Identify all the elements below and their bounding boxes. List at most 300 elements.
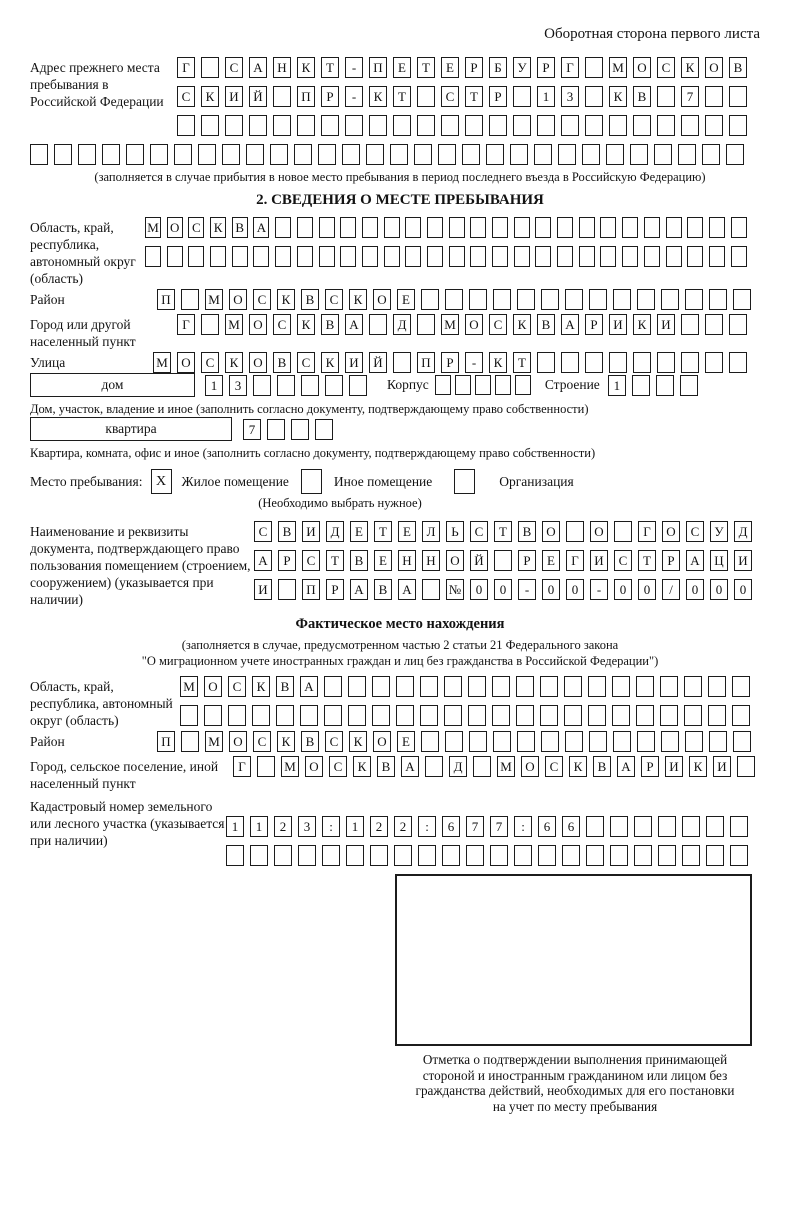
char-box[interactable] [634, 816, 652, 837]
char-box[interactable]: В [633, 86, 651, 107]
char-box[interactable]: А [300, 676, 318, 697]
char-box[interactable] [609, 115, 627, 136]
char-box[interactable]: Д [734, 521, 752, 542]
char-box[interactable]: У [710, 521, 728, 542]
char-box[interactable] [489, 115, 507, 136]
char-box[interactable]: С [228, 676, 246, 697]
char-box[interactable]: Б [489, 57, 507, 78]
char-box[interactable]: Т [393, 86, 411, 107]
char-box[interactable]: О [373, 289, 391, 310]
char-box[interactable] [515, 375, 531, 395]
char-box[interactable] [468, 705, 486, 726]
char-box[interactable] [384, 217, 400, 238]
char-box[interactable]: Е [374, 550, 392, 571]
char-box[interactable]: С [441, 86, 459, 107]
char-box[interactable]: 0 [566, 579, 584, 600]
char-box[interactable]: Й [249, 86, 267, 107]
char-box[interactable] [362, 217, 378, 238]
char-box[interactable] [702, 144, 720, 165]
char-box[interactable] [633, 115, 651, 136]
char-box[interactable]: 6 [538, 816, 556, 837]
char-box[interactable]: В [276, 676, 294, 697]
char-box[interactable]: Т [321, 57, 339, 78]
char-box[interactable] [705, 86, 723, 107]
char-box[interactable]: А [350, 579, 368, 600]
char-box[interactable]: К [569, 756, 587, 777]
char-box[interactable]: И [225, 86, 243, 107]
char-box[interactable]: П [157, 731, 175, 752]
char-box[interactable] [325, 375, 343, 396]
char-box[interactable] [492, 705, 510, 726]
char-box[interactable]: 7 [681, 86, 699, 107]
char-box[interactable] [636, 705, 654, 726]
char-box[interactable]: М [281, 756, 299, 777]
char-box[interactable] [372, 705, 390, 726]
char-box[interactable] [731, 217, 747, 238]
char-box[interactable] [657, 352, 675, 373]
other-premises-checkbox[interactable] [301, 469, 322, 494]
char-box[interactable]: С [302, 550, 320, 571]
char-box[interactable] [680, 375, 698, 396]
char-box[interactable]: № [446, 579, 464, 600]
char-box[interactable] [612, 705, 630, 726]
char-box[interactable]: П [302, 579, 320, 600]
char-box[interactable]: О [229, 731, 247, 752]
char-box[interactable] [687, 246, 703, 267]
char-box[interactable] [418, 845, 436, 866]
char-box[interactable]: И [734, 550, 752, 571]
char-box[interactable] [561, 115, 579, 136]
char-box[interactable] [705, 352, 723, 373]
char-box[interactable] [298, 845, 316, 866]
char-box[interactable]: И [609, 314, 627, 335]
char-box[interactable]: Г [566, 550, 584, 571]
char-box[interactable] [421, 289, 439, 310]
char-box[interactable] [297, 115, 315, 136]
char-box[interactable]: 7 [490, 816, 508, 837]
char-box[interactable]: А [617, 756, 635, 777]
char-box[interactable] [405, 246, 421, 267]
char-box[interactable] [726, 144, 744, 165]
char-box[interactable] [362, 246, 378, 267]
char-box[interactable] [708, 676, 726, 697]
char-box[interactable] [425, 756, 443, 777]
char-box[interactable] [513, 115, 531, 136]
char-box[interactable] [637, 289, 655, 310]
char-box[interactable]: О [373, 731, 391, 752]
char-box[interactable]: Е [350, 521, 368, 542]
char-box[interactable]: Й [470, 550, 488, 571]
char-box[interactable]: С [329, 756, 347, 777]
char-box[interactable] [586, 845, 604, 866]
char-box[interactable]: К [210, 217, 226, 238]
char-box[interactable]: О [662, 521, 680, 542]
char-box[interactable] [421, 731, 439, 752]
char-box[interactable] [102, 144, 120, 165]
char-box[interactable]: И [657, 314, 675, 335]
char-box[interactable]: О [167, 217, 183, 238]
char-box[interactable]: К [297, 314, 315, 335]
char-box[interactable]: О [521, 756, 539, 777]
char-box[interactable] [705, 115, 723, 136]
char-box[interactable]: : [322, 816, 340, 837]
char-box[interactable]: 1 [537, 86, 555, 107]
char-box[interactable]: А [249, 57, 267, 78]
char-box[interactable]: И [713, 756, 731, 777]
char-box[interactable] [257, 756, 275, 777]
char-box[interactable] [396, 705, 414, 726]
char-box[interactable] [656, 375, 674, 396]
char-box[interactable] [275, 217, 291, 238]
char-box[interactable] [558, 144, 576, 165]
char-box[interactable]: М [205, 289, 223, 310]
char-box[interactable] [273, 115, 291, 136]
char-box[interactable]: П [157, 289, 175, 310]
char-box[interactable] [705, 314, 723, 335]
char-box[interactable] [600, 246, 616, 267]
char-box[interactable] [517, 731, 535, 752]
char-box[interactable]: 0 [734, 579, 752, 600]
char-box[interactable] [222, 144, 240, 165]
char-box[interactable]: Т [513, 352, 531, 373]
char-box[interactable] [687, 217, 703, 238]
char-box[interactable] [441, 115, 459, 136]
char-box[interactable] [614, 521, 632, 542]
char-box[interactable] [420, 705, 438, 726]
char-box[interactable] [589, 289, 607, 310]
char-box[interactable] [606, 144, 624, 165]
char-box[interactable]: 7 [243, 419, 261, 440]
char-box[interactable] [537, 115, 555, 136]
char-box[interactable] [297, 217, 313, 238]
char-box[interactable] [291, 419, 309, 440]
char-box[interactable] [682, 816, 700, 837]
char-box[interactable]: С [177, 86, 195, 107]
char-box[interactable]: К [633, 314, 651, 335]
char-box[interactable]: М [225, 314, 243, 335]
char-box[interactable]: О [249, 314, 267, 335]
char-box[interactable]: Н [398, 550, 416, 571]
char-box[interactable] [342, 144, 360, 165]
char-box[interactable] [228, 705, 246, 726]
char-box[interactable]: Т [374, 521, 392, 542]
char-box[interactable] [565, 289, 583, 310]
char-box[interactable]: К [277, 731, 295, 752]
char-box[interactable] [658, 816, 676, 837]
char-box[interactable]: Е [398, 521, 416, 542]
char-box[interactable]: Г [638, 521, 656, 542]
char-box[interactable] [396, 676, 414, 697]
char-box[interactable]: В [350, 550, 368, 571]
char-box[interactable]: - [518, 579, 536, 600]
char-box[interactable] [589, 731, 607, 752]
char-box[interactable] [566, 521, 584, 542]
char-box[interactable]: Р [518, 550, 536, 571]
char-box[interactable]: В [729, 57, 747, 78]
char-box[interactable] [204, 705, 222, 726]
char-box[interactable] [249, 115, 267, 136]
char-box[interactable]: К [297, 57, 315, 78]
char-box[interactable]: К [225, 352, 243, 373]
char-box[interactable]: А [254, 550, 272, 571]
char-box[interactable]: О [249, 352, 267, 373]
char-box[interactable]: Ц [710, 550, 728, 571]
char-box[interactable] [465, 115, 483, 136]
char-box[interactable] [492, 217, 508, 238]
char-box[interactable]: К [609, 86, 627, 107]
char-box[interactable] [564, 705, 582, 726]
char-box[interactable] [586, 816, 604, 837]
char-box[interactable] [729, 115, 747, 136]
char-box[interactable] [78, 144, 96, 165]
char-box[interactable] [636, 676, 654, 697]
char-box[interactable]: В [518, 521, 536, 542]
char-box[interactable] [540, 705, 558, 726]
char-box[interactable] [126, 144, 144, 165]
char-box[interactable] [585, 352, 603, 373]
char-box[interactable] [733, 731, 751, 752]
char-box[interactable]: 2 [394, 816, 412, 837]
char-box[interactable]: Д [326, 521, 344, 542]
char-box[interactable] [685, 731, 703, 752]
char-box[interactable] [708, 705, 726, 726]
organization-checkbox[interactable] [454, 469, 475, 494]
char-box[interactable] [541, 731, 559, 752]
char-box[interactable]: К [689, 756, 707, 777]
char-box[interactable]: Т [638, 550, 656, 571]
char-box[interactable]: П [297, 86, 315, 107]
char-box[interactable]: К [369, 86, 387, 107]
char-box[interactable]: А [398, 579, 416, 600]
char-box[interactable] [319, 217, 335, 238]
char-box[interactable] [54, 144, 72, 165]
char-box[interactable] [417, 314, 435, 335]
char-box[interactable] [174, 144, 192, 165]
char-box[interactable]: Е [397, 731, 415, 752]
char-box[interactable]: М [153, 352, 171, 373]
char-box[interactable]: К [349, 289, 367, 310]
char-box[interactable]: М [180, 676, 198, 697]
char-box[interactable]: Р [662, 550, 680, 571]
char-box[interactable] [198, 144, 216, 165]
char-box[interactable] [278, 579, 296, 600]
char-box[interactable] [30, 144, 48, 165]
char-box[interactable] [449, 217, 465, 238]
char-box[interactable]: 1 [608, 375, 626, 396]
char-box[interactable] [644, 217, 660, 238]
char-box[interactable] [666, 246, 682, 267]
char-box[interactable] [449, 246, 465, 267]
char-box[interactable]: С [253, 289, 271, 310]
char-box[interactable] [201, 57, 219, 78]
char-box[interactable] [226, 845, 244, 866]
char-box[interactable]: О [177, 352, 195, 373]
char-box[interactable]: 3 [229, 375, 247, 396]
char-box[interactable] [632, 375, 650, 396]
char-box[interactable] [585, 115, 603, 136]
char-box[interactable] [490, 845, 508, 866]
char-box[interactable]: - [345, 57, 363, 78]
char-box[interactable] [405, 217, 421, 238]
char-box[interactable] [180, 705, 198, 726]
char-box[interactable] [682, 845, 700, 866]
char-box[interactable] [588, 705, 606, 726]
char-box[interactable] [442, 845, 460, 866]
char-box[interactable] [427, 217, 443, 238]
char-box[interactable]: 3 [298, 816, 316, 837]
residential-checkbox[interactable]: X [151, 469, 172, 494]
char-box[interactable]: В [374, 579, 392, 600]
char-box[interactable] [201, 314, 219, 335]
char-box[interactable]: С [254, 521, 272, 542]
char-box[interactable] [538, 845, 556, 866]
char-box[interactable] [681, 352, 699, 373]
char-box[interactable] [579, 217, 595, 238]
char-box[interactable]: Р [641, 756, 659, 777]
char-box[interactable] [709, 217, 725, 238]
char-box[interactable] [661, 289, 679, 310]
char-box[interactable]: В [232, 217, 248, 238]
char-box[interactable] [445, 289, 463, 310]
char-box[interactable]: С [545, 756, 563, 777]
char-box[interactable]: Р [585, 314, 603, 335]
char-box[interactable] [468, 676, 486, 697]
char-box[interactable]: / [662, 579, 680, 600]
char-box[interactable]: Р [537, 57, 555, 78]
char-box[interactable] [346, 845, 364, 866]
char-box[interactable] [469, 731, 487, 752]
char-box[interactable]: С [201, 352, 219, 373]
char-box[interactable] [340, 246, 356, 267]
char-box[interactable] [678, 144, 696, 165]
char-box[interactable] [384, 246, 400, 267]
char-box[interactable] [644, 246, 660, 267]
char-box[interactable]: С [188, 217, 204, 238]
char-box[interactable]: - [465, 352, 483, 373]
char-box[interactable] [654, 144, 672, 165]
char-box[interactable] [366, 144, 384, 165]
char-box[interactable] [270, 144, 288, 165]
char-box[interactable]: И [302, 521, 320, 542]
char-box[interactable]: О [705, 57, 723, 78]
char-box[interactable]: Д [449, 756, 467, 777]
char-box[interactable]: И [665, 756, 683, 777]
char-box[interactable] [657, 86, 675, 107]
char-box[interactable]: О [446, 550, 464, 571]
char-box[interactable]: А [401, 756, 419, 777]
char-box[interactable] [321, 115, 339, 136]
char-box[interactable] [369, 314, 387, 335]
char-box[interactable]: 0 [686, 579, 704, 600]
char-box[interactable] [167, 246, 183, 267]
char-box[interactable] [492, 246, 508, 267]
char-box[interactable] [393, 115, 411, 136]
char-box[interactable] [470, 217, 486, 238]
char-box[interactable]: К [277, 289, 295, 310]
char-box[interactable] [273, 86, 291, 107]
char-box[interactable]: 0 [710, 579, 728, 600]
char-box[interactable] [345, 115, 363, 136]
char-box[interactable] [470, 246, 486, 267]
char-box[interactable] [585, 57, 603, 78]
char-box[interactable]: Р [326, 579, 344, 600]
char-box[interactable] [634, 845, 652, 866]
char-box[interactable]: К [201, 86, 219, 107]
char-box[interactable] [660, 676, 678, 697]
char-box[interactable] [685, 289, 703, 310]
char-box[interactable] [494, 550, 512, 571]
char-box[interactable] [420, 676, 438, 697]
char-box[interactable]: С [225, 57, 243, 78]
char-box[interactable]: Р [321, 86, 339, 107]
char-box[interactable]: У [513, 57, 531, 78]
char-box[interactable] [622, 217, 638, 238]
char-box[interactable] [535, 246, 551, 267]
char-box[interactable] [610, 845, 628, 866]
char-box[interactable] [661, 731, 679, 752]
char-box[interactable]: 7 [466, 816, 484, 837]
char-box[interactable]: С [614, 550, 632, 571]
char-box[interactable] [613, 289, 631, 310]
char-box[interactable] [562, 845, 580, 866]
char-box[interactable]: В [537, 314, 555, 335]
char-box[interactable]: В [377, 756, 395, 777]
char-box[interactable]: Г [233, 756, 251, 777]
char-box[interactable]: А [253, 217, 269, 238]
char-box[interactable] [445, 731, 463, 752]
char-box[interactable]: Т [326, 550, 344, 571]
char-box[interactable] [657, 115, 675, 136]
char-box[interactable]: 0 [494, 579, 512, 600]
char-box[interactable] [730, 845, 748, 866]
char-box[interactable] [150, 144, 168, 165]
char-box[interactable] [275, 246, 291, 267]
char-box[interactable] [709, 246, 725, 267]
char-box[interactable]: Н [273, 57, 291, 78]
char-box[interactable] [322, 845, 340, 866]
char-box[interactable] [737, 756, 755, 777]
char-box[interactable]: Р [441, 352, 459, 373]
char-box[interactable] [706, 816, 724, 837]
char-box[interactable] [300, 705, 318, 726]
char-box[interactable]: 1 [250, 816, 268, 837]
char-box[interactable]: С [325, 731, 343, 752]
char-box[interactable] [681, 115, 699, 136]
char-box[interactable] [372, 676, 390, 697]
char-box[interactable]: В [301, 289, 319, 310]
char-box[interactable]: : [514, 816, 532, 837]
char-box[interactable] [444, 676, 462, 697]
char-box[interactable] [177, 115, 195, 136]
char-box[interactable] [537, 352, 555, 373]
char-box[interactable] [540, 676, 558, 697]
char-box[interactable]: О [305, 756, 323, 777]
char-box[interactable] [232, 246, 248, 267]
char-box[interactable]: 1 [346, 816, 364, 837]
char-box[interactable]: С [470, 521, 488, 542]
char-box[interactable]: 0 [638, 579, 656, 600]
char-box[interactable] [274, 845, 292, 866]
char-box[interactable]: 2 [274, 816, 292, 837]
char-box[interactable]: 1 [205, 375, 223, 396]
char-box[interactable] [319, 246, 335, 267]
char-box[interactable] [473, 756, 491, 777]
char-box[interactable] [731, 246, 747, 267]
char-box[interactable] [729, 314, 747, 335]
char-box[interactable]: 0 [614, 579, 632, 600]
char-box[interactable] [729, 352, 747, 373]
char-box[interactable] [370, 845, 388, 866]
